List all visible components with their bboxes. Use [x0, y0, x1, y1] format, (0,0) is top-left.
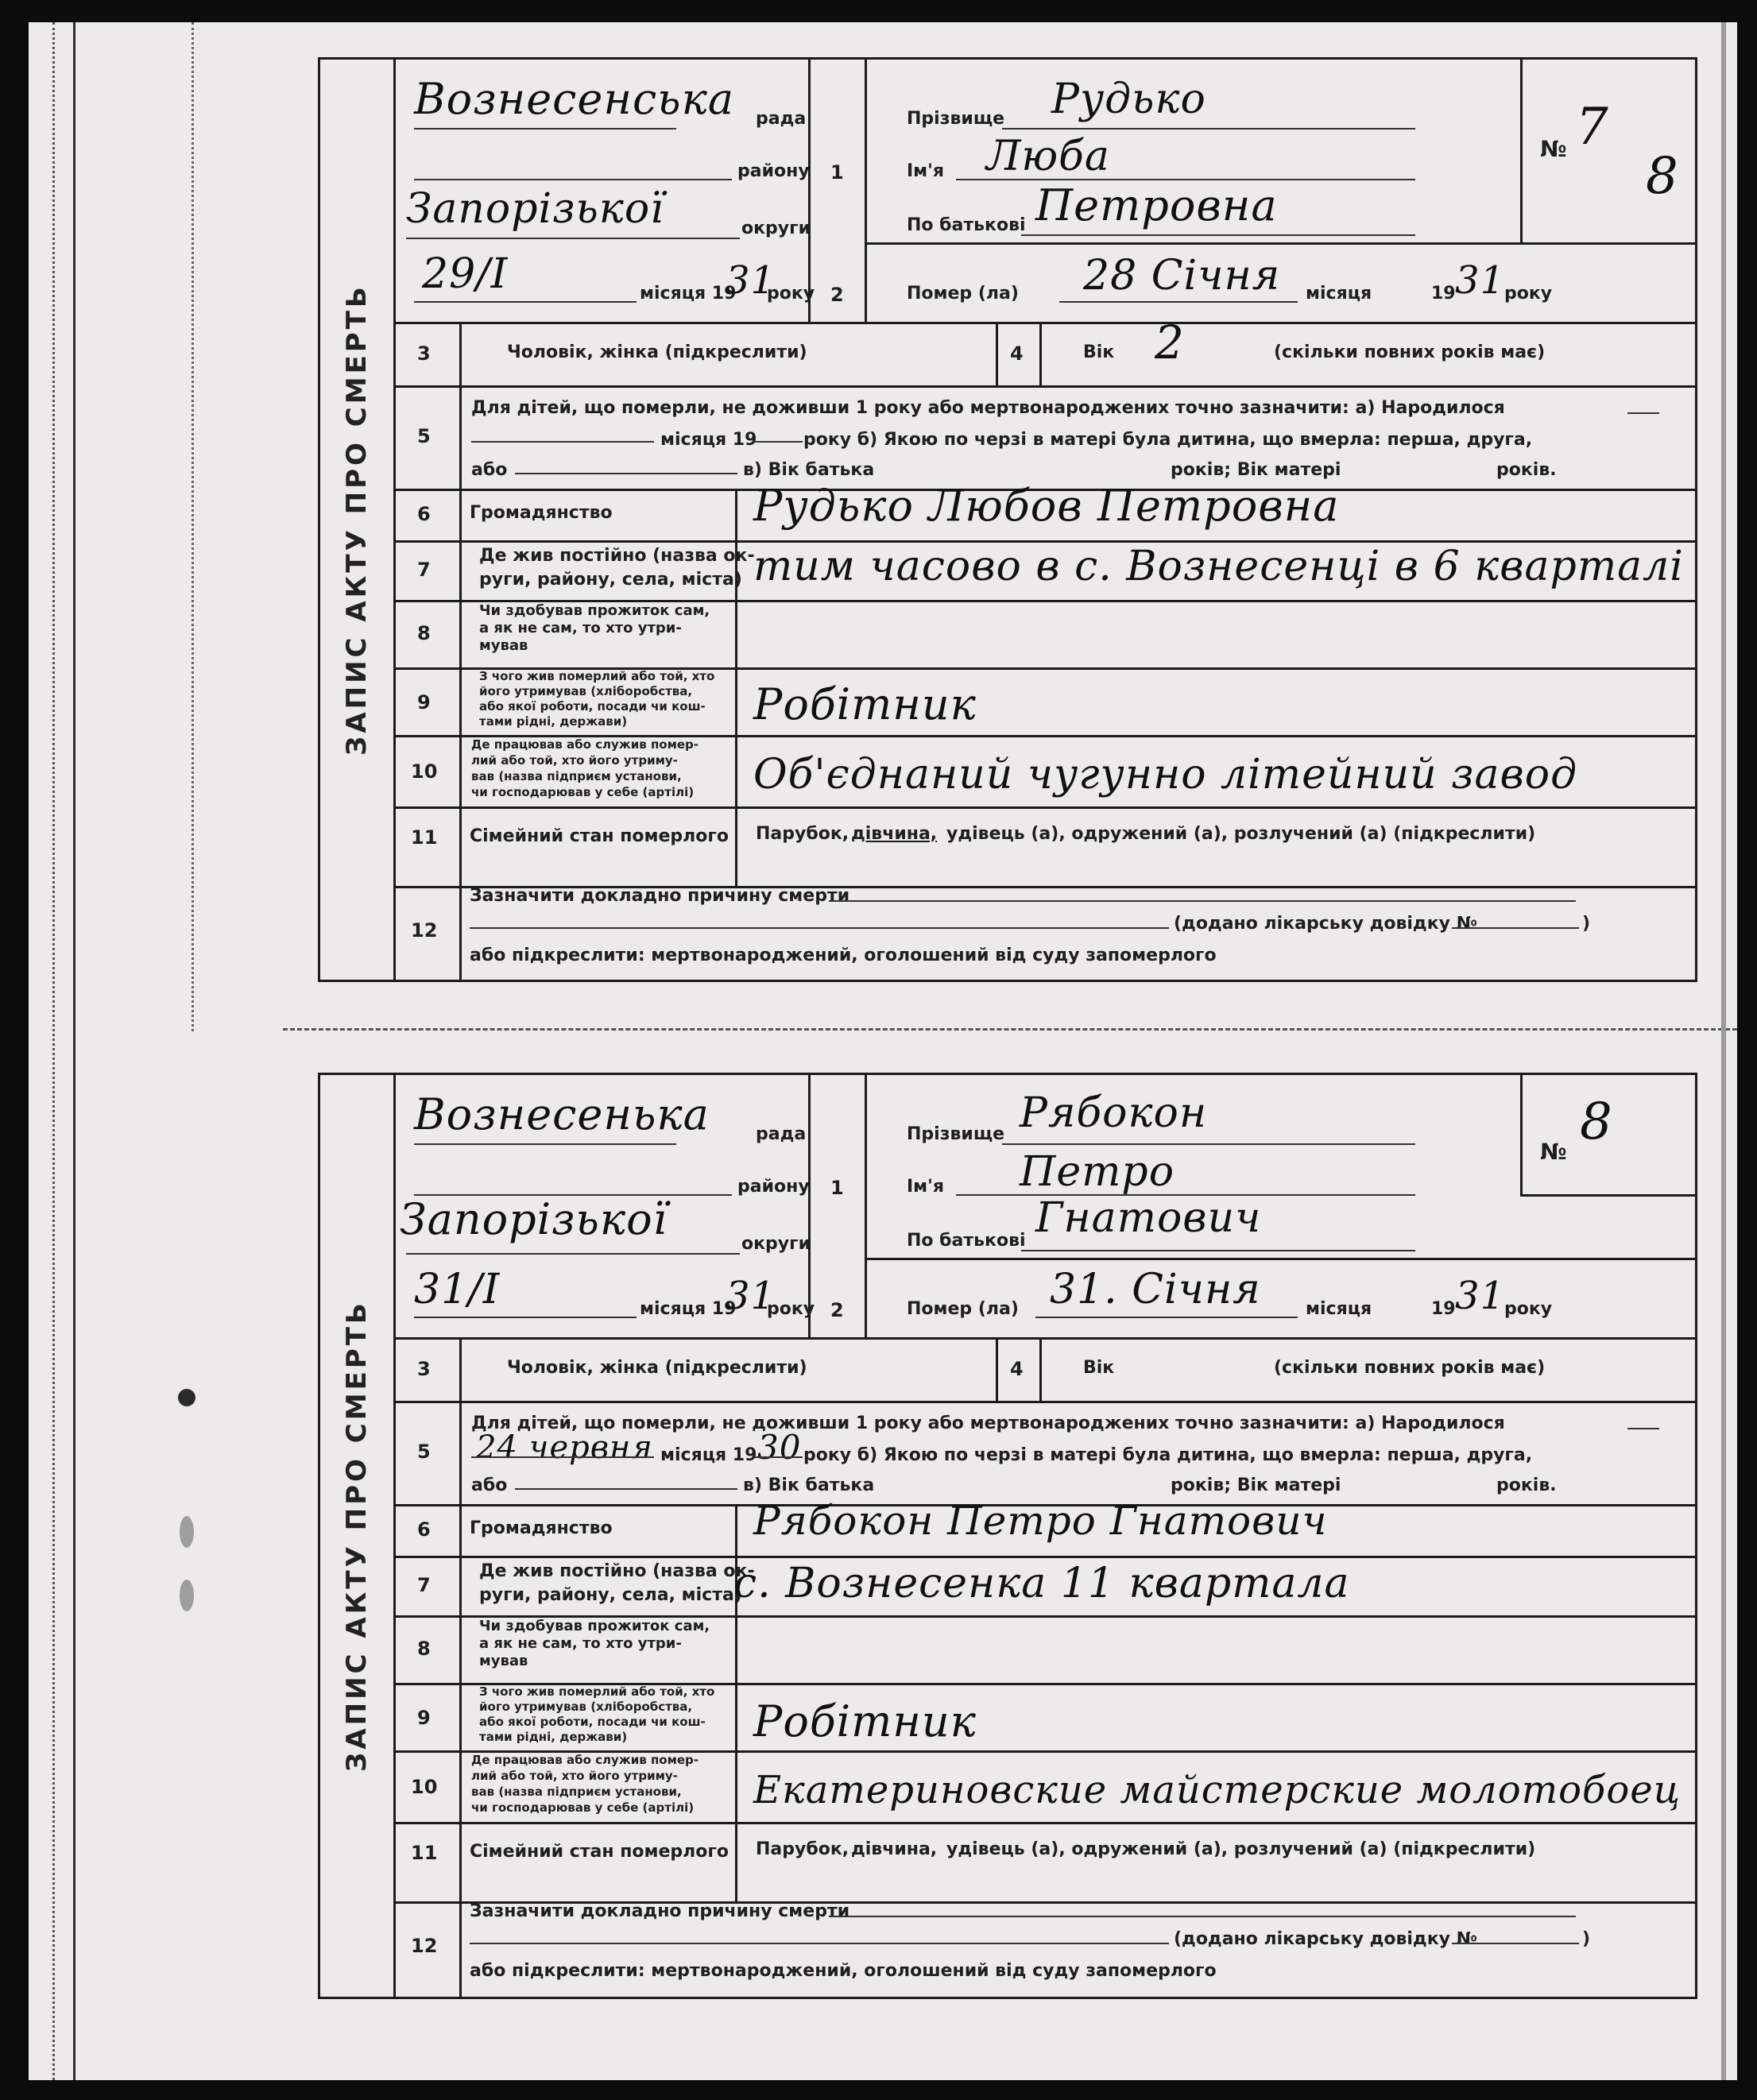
- registration-year: 31: [726, 258, 776, 303]
- workplace-value: Об'єднаний чугунно літейний завод: [753, 751, 1578, 799]
- occupation-value: Робітник: [753, 679, 977, 729]
- side-title-column: [320, 60, 396, 980]
- number-sign: №: [1540, 1139, 1567, 1165]
- record-number: 8: [1580, 1093, 1613, 1151]
- pomer-label: Помер (ла): [907, 284, 1019, 304]
- registration-date: 29/І: [422, 250, 509, 298]
- birth-date-value: 24 червня: [476, 1429, 653, 1466]
- margin-number: 8: [1646, 147, 1679, 206]
- imia-label: Ім'я: [907, 161, 945, 181]
- prizvyshche-label: Прізвище: [907, 109, 1005, 129]
- okrugy-value: Запорізької: [400, 1194, 668, 1244]
- workplace-value: Екатериновские майстерские молотобоец: [753, 1768, 1682, 1812]
- left-perforation: [52, 22, 55, 2080]
- sex-label: Чоловік, жінка (підкреслити): [507, 342, 807, 362]
- age-value: 2: [1155, 315, 1185, 369]
- side-title-column: [320, 1075, 396, 1997]
- rada-value: Вознесенька: [414, 1089, 710, 1139]
- misiatsia-label: місяця 19: [640, 284, 737, 304]
- rada-label: рада: [756, 109, 807, 129]
- registration-date: 31/І: [414, 1266, 501, 1313]
- po-batkovi-value: Петровна: [1035, 180, 1278, 230]
- roku-label: року: [767, 284, 815, 304]
- age-label: Вік: [1083, 342, 1115, 362]
- pomer-day-value: 31. Січня: [1050, 1266, 1261, 1313]
- pomer-day-value: 28 Січня: [1083, 252, 1281, 300]
- binding-perforation: [192, 22, 194, 1031]
- punch-hole: [178, 1389, 195, 1406]
- residence-value: с. Вознесенка 11 квартала: [733, 1560, 1350, 1607]
- cut-line: [283, 1028, 1737, 1031]
- birth-year-value: 30: [757, 1428, 802, 1467]
- raionu-label: району: [737, 161, 810, 181]
- okrugy-label: округи: [741, 219, 811, 238]
- number-sign: №: [1540, 136, 1567, 162]
- residence-value: тим часово в с. Вознесенці в 6 кварталі: [753, 543, 1684, 590]
- occupation-value: Робітник: [753, 1696, 977, 1746]
- imia-value: Люба: [986, 133, 1110, 180]
- marital-status-underlined: дівчина,: [851, 824, 938, 844]
- pomer-year-value: 31: [1455, 1274, 1506, 1318]
- side-title: ЗАПИС АКТУ ПРО СМЕРТЬ: [341, 1300, 373, 1772]
- po-batkovi-label: По батькові: [907, 215, 1026, 235]
- death-record-form-2: ЗАПИС АКТУ ПРО СМЕРТЬ Вознесенька рада району Запорізької округи 31/І місяця 19 31 року 1 2 Прізвище Рябокон Ім'я Петро По батькові Гнатович Помер (ла) 31. Січня місяця 19 31 року № 8 3 Чоловік, жінка (підкреслити) 4 Вік (скільки повних років має) 5 Для дітей, що померли, не доживши 1 року або мертвонароджених точно зазначити: а) Народилося 24 червня місяця 19 30 року б) Якою по черзі в матері була дитина, що вмерла: перша, друга, або в) Вік батька років; Вік матері років. 6 Громадянство Рябокон Петро Гнатович 7 Де жив постійно (назва ок- руги, району, села, міста) с. Вознесенка 11 квартала 8 Чи здобував прожиток сам, а як не сам, то хто утри- мував 9 З чого жив померлий або той, хто його утримував (хліборобства, або якої роботи, посади чи кош- тами рідні, держави) Робітник 10 Де працював або служив помер- лий або той, хто його утриму- вав (назва підприєм установи, чи господарював у себе (артілі) Екатериновские майстерские молотобоец 11 Сімейний стан померлого Парубок, дівчина, удівець (а), одружений (а), розлучений (а) (підкреслити) 12 Зазначити докладно причину смерти (додано лікарську довідку № ) або підкреслити: мертвонароджений, оголошений від суду запомерлого: [318, 1073, 1697, 1999]
- po-batkovi-value: Гнатович: [1035, 1194, 1262, 1242]
- pomer-year-value: 31: [1455, 258, 1506, 303]
- death-record-form-1: ЗАПИС АКТУ ПРО СМЕРТЬ Вознесенська рада району Запорізької округи 29/І місяця 19 31 року 1 2 Прізвище Рудько Ім'я Люба По батькові Петровна Помер (ла) 28 Січня місяця 19 31 року № 7 8 3 Чоловік, жінка (підкреслити) 4 Вік 2 (скільки повних років має) 5 Для дітей, що померли, не доживши 1 року або мертвонароджених точно зазначити: а) Народилося місяця 19 року б) Якою по черзі в матері була дитина, що вмерла: перша, друга, або в) Вік батька років; Вік матері років. 6 Громадянство Рудько Любов Петровна 7 Де жив постійно (назва ок- руги, району, села, міста) тим часово в с. Вознесенці в 6 кварталі 8 Чи здобував прожиток сам, а як не сам, то хто утри- мував 9 З чого жив померлий або той, хто його утримував (хліборобства, або якої роботи, посади чи кош- тами рідні, держави) Робітник 10 Де працював або служив помер- лий або той, хто його утриму- вав (назва підприєм установи, чи господарював у себе (артілі) Об'єднаний чугунно літейний завод 11 Сімейний стан померлого Парубок, дівчина, удівець (а), одружений (а), розлучений (а) (підкреслити) 12 Зазначити докладно причину смерти (додано лікарську довідку № ) або підкреслити: мертвонароджений, оголошений від суду запомерлого: [318, 57, 1697, 982]
- ink-smudge: [180, 1516, 194, 1548]
- prizvyshche-value: Рябокон: [1020, 1089, 1208, 1137]
- imia-value: Петро: [1020, 1148, 1175, 1196]
- rada-value: Вознесенська: [414, 74, 735, 124]
- okrugy-value: Запорізької: [406, 185, 664, 233]
- ink-smudge: [180, 1580, 194, 1611]
- page-edge: [1721, 22, 1726, 2080]
- side-title: ЗАПИС АКТУ ПРО СМЕРТЬ: [341, 284, 373, 756]
- record-number: 7: [1576, 98, 1609, 157]
- registration-year: 31: [726, 1274, 776, 1318]
- citizenship-value: Рябокон Петро Гнатович: [753, 1498, 1328, 1544]
- prizvyshche-value: Рудько: [1051, 75, 1206, 123]
- citizenship-value: Рудько Любов Петровна: [753, 481, 1340, 531]
